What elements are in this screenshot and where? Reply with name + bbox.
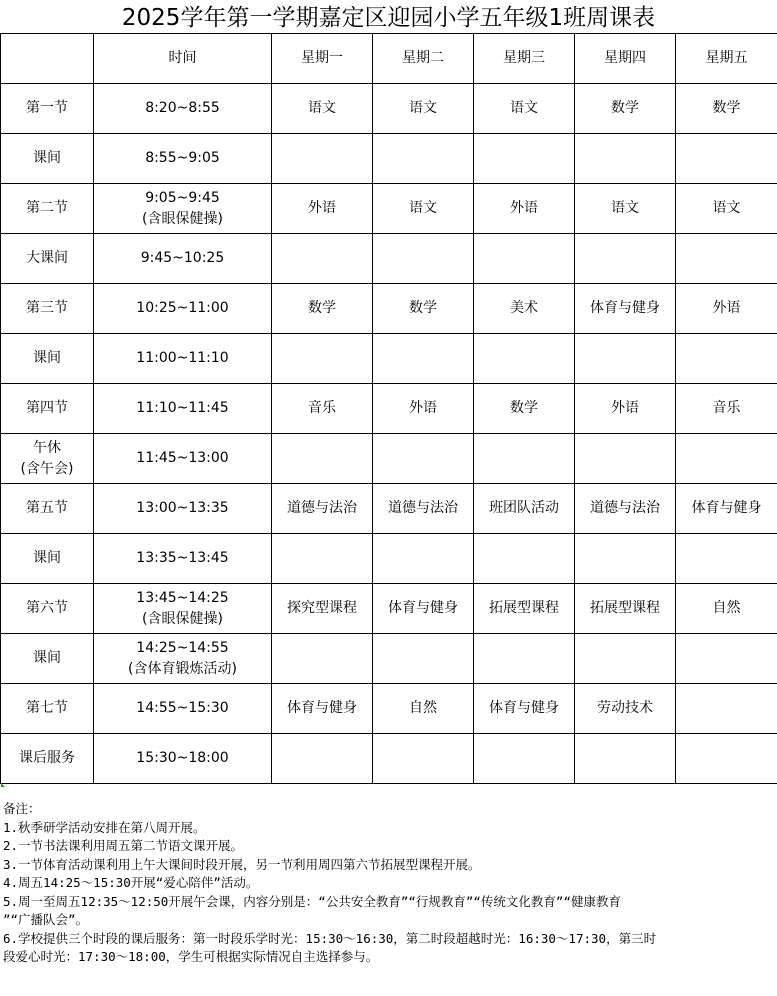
subject-cell xyxy=(373,734,474,784)
period-time xyxy=(94,734,272,784)
period-name xyxy=(1,334,94,384)
remark-line: ”“广播队会”。 xyxy=(3,912,89,927)
subject-cell: 语文 xyxy=(575,184,676,234)
table-row xyxy=(1,434,777,484)
subject-cell xyxy=(575,234,676,284)
subject-cell xyxy=(676,634,777,684)
subject-cell: 道德与法治 xyxy=(575,484,676,534)
period-time xyxy=(94,184,272,234)
subject-cell: 数学 xyxy=(676,84,777,134)
period-time-text: 13:45~14:25 xyxy=(136,589,229,606)
subject-cell xyxy=(272,634,373,684)
subject-cell: 外语 xyxy=(575,384,676,434)
subject-cell: 自然 xyxy=(373,684,474,734)
subject-cell: 外语 xyxy=(272,184,373,234)
remark-line: 2.一节书法课利用周五第二节语文课开展。 xyxy=(3,838,244,853)
period-name-text: 第二节 xyxy=(26,200,68,216)
subject-cell xyxy=(575,534,676,584)
subject-cell xyxy=(272,234,373,284)
remark-line: 段爱心时光：17:30～18:00，学生可根据实际情况自主选择参与。 xyxy=(3,949,379,964)
subject-cell xyxy=(373,534,474,584)
subject-cell xyxy=(676,534,777,584)
subject-cell: 数学 xyxy=(373,284,474,334)
subject-cell xyxy=(272,734,373,784)
subject-cell: 道德与法治 xyxy=(272,484,373,534)
period-name-text: 第六节 xyxy=(26,600,68,616)
remarks-section xyxy=(3,800,775,967)
subject-cell xyxy=(373,134,474,184)
table-row xyxy=(1,234,777,284)
period-time-text: 8:20~8:55 xyxy=(145,100,220,116)
subject-cell xyxy=(676,134,777,184)
remark-line: 6.学校提供三个时段的课后服务：第一时段乐学时光：15:30～16:30，第二时段超越时光：16:30～17:30，第三时 xyxy=(3,930,657,946)
subject-cell xyxy=(474,234,575,284)
subject-cell xyxy=(676,234,777,284)
period-time xyxy=(94,384,272,434)
table-row xyxy=(1,134,777,184)
header-time: 时间 xyxy=(94,34,272,84)
subject-cell xyxy=(272,534,373,584)
table-row xyxy=(1,334,777,384)
period-name-text: 第五节 xyxy=(26,500,68,516)
period-name xyxy=(1,684,94,734)
subject-cell xyxy=(575,434,676,484)
period-name-text: 课后服务 xyxy=(19,750,75,766)
period-name-text: 课间 xyxy=(33,350,61,366)
period-time-text: 15:30~18:00 xyxy=(136,750,229,766)
subject-cell: 数学 xyxy=(575,84,676,134)
subject-cell xyxy=(676,434,777,484)
subject-cell: 班团队活动 xyxy=(474,484,575,534)
period-time xyxy=(94,534,272,584)
subject-cell: 拓展型课程 xyxy=(575,584,676,634)
table-row xyxy=(1,384,777,434)
period-time-note: (含眼保健操) xyxy=(142,610,223,627)
period-time-note: (含眼保健操) xyxy=(142,210,223,227)
subject-cell xyxy=(575,634,676,684)
period-name-text: 午休 xyxy=(33,439,61,456)
subject-cell: 外语 xyxy=(373,384,474,434)
cell-corner-marker xyxy=(1,783,5,787)
page-title: 2025学年第一学期嘉定区迎园小学五年级1班周课表 xyxy=(121,5,656,31)
period-name xyxy=(1,84,94,134)
subject-cell xyxy=(575,734,676,784)
subject-cell xyxy=(373,634,474,684)
subject-cell: 探究型课程 xyxy=(272,584,373,634)
table-row xyxy=(1,634,777,684)
subject-cell: 音乐 xyxy=(676,384,777,434)
subject-cell xyxy=(373,434,474,484)
subject-cell: 体育与健身 xyxy=(575,284,676,334)
subject-cell xyxy=(474,634,575,684)
period-name-text: 课间 xyxy=(33,550,61,566)
table-row xyxy=(1,484,777,534)
header-weekday: 星期四 xyxy=(575,34,676,84)
subject-cell xyxy=(272,434,373,484)
subject-cell: 劳动技术 xyxy=(575,684,676,734)
period-name xyxy=(1,634,94,684)
header-weekday: 星期二 xyxy=(373,34,474,84)
subject-cell: 数学 xyxy=(474,384,575,434)
period-time-text: 11:45~13:00 xyxy=(136,450,229,466)
period-name xyxy=(1,284,94,334)
subject-cell xyxy=(474,434,575,484)
period-name xyxy=(1,184,94,234)
period-time xyxy=(94,234,272,284)
period-name-text: 大课间 xyxy=(26,250,68,266)
subject-cell xyxy=(272,334,373,384)
subject-cell xyxy=(474,334,575,384)
period-name xyxy=(1,584,94,634)
subject-cell: 语文 xyxy=(676,184,777,234)
period-time xyxy=(94,84,272,134)
subject-cell: 体育与健身 xyxy=(272,684,373,734)
subject-cell xyxy=(676,734,777,784)
table-row xyxy=(1,534,777,584)
subject-cell xyxy=(676,334,777,384)
period-time xyxy=(94,434,272,484)
header-weekday: 星期五 xyxy=(676,34,777,84)
period-name xyxy=(1,734,94,784)
period-name-note: (含午会) xyxy=(20,460,74,477)
period-time-text: 13:00~13:35 xyxy=(136,500,229,516)
subject-cell xyxy=(373,234,474,284)
period-time xyxy=(94,584,272,634)
subject-cell: 语文 xyxy=(474,84,575,134)
table-row xyxy=(1,734,777,784)
subject-cell xyxy=(373,334,474,384)
period-name xyxy=(1,534,94,584)
period-name-text: 课间 xyxy=(33,150,61,166)
period-name xyxy=(1,434,94,484)
subject-cell: 语文 xyxy=(272,84,373,134)
period-name-text: 第三节 xyxy=(26,300,68,316)
period-time-text: 11:00~11:10 xyxy=(136,350,229,366)
remarks-heading: 备注： xyxy=(3,801,41,816)
period-time xyxy=(94,484,272,534)
table-row xyxy=(1,584,777,634)
period-time-text: 9:05~9:45 xyxy=(145,189,220,206)
subject-cell: 道德与法治 xyxy=(373,484,474,534)
period-time-text: 11:10~11:45 xyxy=(136,400,229,416)
period-name xyxy=(1,384,94,434)
period-name-text: 课间 xyxy=(33,650,61,666)
subject-cell: 外语 xyxy=(474,184,575,234)
subject-cell xyxy=(575,334,676,384)
subject-cell: 体育与健身 xyxy=(474,684,575,734)
period-time xyxy=(94,284,272,334)
period-time xyxy=(94,134,272,184)
subject-cell: 体育与健身 xyxy=(676,484,777,534)
subject-cell xyxy=(474,534,575,584)
subject-cell: 自然 xyxy=(676,584,777,634)
remark-line: 4.周五14:25～15:30开展“爱心陪伴”活动。 xyxy=(3,875,259,890)
period-name xyxy=(1,484,94,534)
header-weekday: 星期一 xyxy=(272,34,373,84)
timetable xyxy=(0,33,777,784)
table-row xyxy=(1,84,777,134)
period-time-text: 14:55~15:30 xyxy=(136,700,229,716)
subject-cell: 语文 xyxy=(373,184,474,234)
header-row xyxy=(1,34,777,84)
period-name-text: 第四节 xyxy=(26,400,68,416)
period-name xyxy=(1,234,94,284)
table-row xyxy=(1,284,777,334)
period-time xyxy=(94,684,272,734)
remark-line: 1.秋季研学活动安排在第八周开展。 xyxy=(3,819,206,835)
subject-cell: 美术 xyxy=(474,284,575,334)
remark-line: 5.周一至周五12:35～12:50开展午会课，内容分别是：“公共安全教育”“行规教育”“传统文化教育”“健康教育 xyxy=(3,893,621,909)
period-time-text: 10:25~11:00 xyxy=(136,300,229,316)
period-time xyxy=(94,334,272,384)
period-name xyxy=(1,134,94,184)
subject-cell: 数学 xyxy=(272,284,373,334)
period-time xyxy=(94,634,272,684)
subject-cell xyxy=(474,734,575,784)
subject-cell: 体育与健身 xyxy=(373,584,474,634)
period-time-text: 14:25~14:55 xyxy=(136,639,229,656)
period-time-note: (含体育锻炼活动) xyxy=(128,660,237,677)
table-row xyxy=(1,184,777,234)
period-name-text: 第一节 xyxy=(26,100,68,116)
table-row xyxy=(1,684,777,734)
period-time-text: 9:45~10:25 xyxy=(140,250,225,266)
subject-cell xyxy=(272,134,373,184)
subject-cell: 音乐 xyxy=(272,384,373,434)
subject-cell: 拓展型课程 xyxy=(474,584,575,634)
subject-cell: 外语 xyxy=(676,284,777,334)
header-weekday: 星期三 xyxy=(474,34,575,84)
period-name-text: 第七节 xyxy=(26,700,68,716)
subject-cell xyxy=(575,134,676,184)
subject-cell xyxy=(474,134,575,184)
header-corner-cell xyxy=(1,34,94,84)
subject-cell: 语文 xyxy=(373,84,474,134)
period-time-text: 8:55~9:05 xyxy=(145,150,220,166)
remark-line: 3.一节体育活动课利用上午大课间时段开展，另一节利用周四第六节拓展型课程开展。 xyxy=(3,856,481,872)
period-time-text: 13:35~13:45 xyxy=(136,550,229,566)
subject-cell xyxy=(676,684,777,734)
